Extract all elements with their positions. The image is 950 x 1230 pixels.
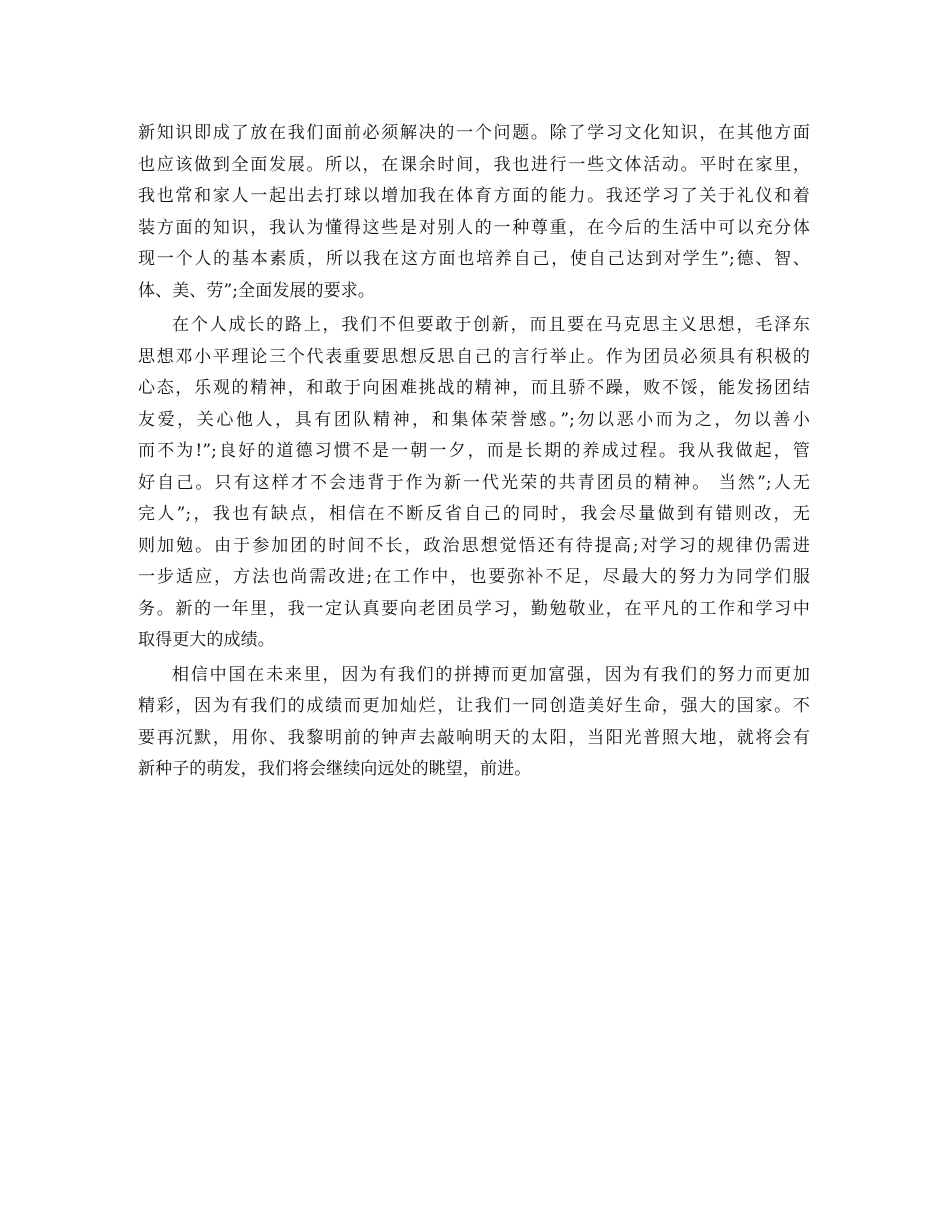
- paragraph-line: 相信中国在未来里，因为有我们的拼搏而更加富强，因为有我们的努力而更加: [172, 664, 810, 685]
- paragraph-line: 友爱，关心他人，具有团队精神，和集体荣誉感。”;勿以恶小而为之，勿以善小: [138, 409, 810, 430]
- paragraph-line: 务。新的一年里，我一定认真要向老团员学习，勤勉敬业，在平凡的工作和学习中: [138, 598, 810, 619]
- paragraph-line: 在个人成长的路上，我们不但要敢于创新，而且要在马克思主义思想，毛泽东: [172, 315, 810, 335]
- paragraph-line: 我也常和家人一起出去打球以增加我在体育方面的能力。我还学习了关于礼仪和着: [138, 186, 810, 206]
- paragraph-line: 也应该做到全面发展。所以，在课余时间，我也进行一些文体活动。平时在家里，: [138, 154, 810, 175]
- paragraph-3: [138, 660, 810, 786]
- paragraph-line: 则加勉。由于参加团的时间不长，政治思想觉悟还有待提高;对学习的规律仍需进: [138, 535, 810, 556]
- paragraph-line: 心态，乐观的精神，和敢于向困难挑战的精神，而且骄不躁，败不馁，能发扬团结: [138, 378, 810, 398]
- document-body: [138, 118, 810, 786]
- paragraph-line: 一步适应，方法也尚需改进;在工作中，也要弥补不足，尽最大的努力为同学们服: [138, 567, 810, 587]
- paragraph-1: [138, 118, 810, 307]
- paragraph-2: [138, 310, 810, 657]
- paragraph-line: 取得更大的成绩。: [138, 630, 275, 650]
- paragraph-line: 精彩，因为有我们的成绩而更加灿烂，让我们一同创造美好生命，强大的国家。不: [138, 696, 810, 716]
- paragraph-line: 现一个人的基本素质，所以我在这方面也培养自己，使自己达到对学生”;德、智、: [138, 249, 810, 269]
- paragraph-line: 体、美、劳”;全面发展的要求。: [138, 280, 375, 301]
- paragraph-line: 好自己。只有这样才不会违背于作为新一代光荣的共青团员的精神。 当然”;人无: [138, 472, 810, 493]
- paragraph-line: 新知识即成了放在我们面前必须解决的一个问题。除了学习文化知识，在其他方面: [138, 123, 810, 143]
- paragraph-line: 新种子的萌发，我们将会继续向远处的眺望，前进。: [138, 759, 532, 779]
- paragraph-line: 完人”;，我也有缺点，相信在不断反省自己的同时，我会尽量做到有错则改，无: [138, 504, 810, 524]
- paragraph-line: 装方面的知识，我认为懂得这些是对别人的一种尊重，在今后的生活中可以充分体: [138, 217, 810, 238]
- paragraph-line: 而不为!”;良好的道德习惯不是一朝一夕，而是长期的养成过程。我从我做起，管: [138, 441, 810, 461]
- paragraph-line: 思想邓小平理论三个代表重要思想反思自己的言行举止。作为团员必须具有积极的: [138, 346, 810, 367]
- paragraph-line: 要再沉默，用你、我黎明前的钟声去敲响明天的太阳，当阳光普照大地，就将会有: [138, 727, 810, 748]
